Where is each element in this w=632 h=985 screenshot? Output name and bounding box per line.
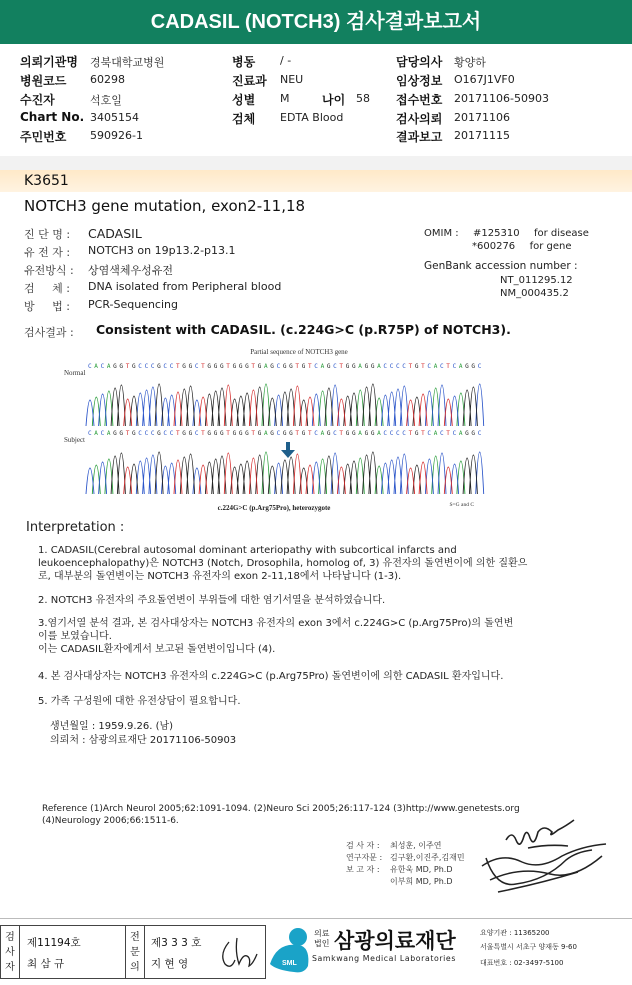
base-call: G [465,430,469,437]
confirm-label-cell [125,926,145,978]
base-call: G [326,430,331,437]
base-call: C [88,363,92,370]
sequence-figure [64,344,494,518]
base-call: G [188,363,193,370]
base-call: G [207,430,212,437]
sml-logo-icon [268,924,310,974]
base-call: G [282,430,287,437]
base-call: G [301,363,306,370]
field-label: 유 전 자 : [24,246,71,259]
base-call: C [440,430,444,437]
base-call: C [100,430,105,437]
base-call: C [314,430,318,437]
base-call: C [150,430,155,437]
base-call: G [113,430,117,437]
base-call: C [144,363,149,370]
confirm-label: 전문의 [130,932,140,973]
base-call: G [113,363,117,370]
base-call: G [245,430,249,437]
base-call: G [289,430,293,437]
base-call: T [339,363,344,370]
birth-date: 생년월일 : 1959.9.26. (남) [50,721,174,732]
header-value: 58 [356,92,370,105]
trace-C [86,384,484,426]
org-english: Samkwang Medical Laboratories [312,954,456,963]
base-call: T [176,430,180,437]
header-label: 나이 [322,93,346,107]
header-label: 접수번호 [396,93,443,107]
signature-name: 김구환,이진주,김재민 [390,853,465,862]
base-call: C [477,430,482,437]
base-call: G [119,363,124,370]
base-call: T [226,430,230,437]
field-label: 검 체 : [24,282,70,295]
header-label: 결과보고 [396,130,443,144]
base-call: A [106,363,111,370]
base-call: T [251,430,256,437]
field-value: PCR-Sequencing [88,298,178,311]
field-value: 상염색체우성유전 [88,264,174,277]
accession-1: NT_011295.12 [500,275,573,286]
interpretation-line: 이를 보였습니다. [38,631,112,642]
base-call: T [125,430,130,437]
interpretation-line: leukoencephalopathy)은 NOTCH3 (Notch, Drosophila, homolog of, 3) 유전자의 돌연변이에 의한 질환으 [38,558,528,569]
figure-note: S=G and C [449,502,474,508]
report-title: CADASIL (NOTCH3) 검사결과보고서 [150,11,482,33]
field-label: 진 단 명 : [24,228,71,241]
org-name: 삼광의료재단 [334,929,456,953]
base-call: T [421,363,425,370]
signature-label: 연구자문 : [346,853,383,862]
header-label: 병원코드 [20,74,67,88]
base-call: C [389,363,394,370]
base-call: G [207,363,212,370]
base-call: G [352,430,356,437]
base-call: A [377,363,381,370]
interpretation-line: 5. 가족 구성원에 대한 유전상담이 필요합니다. [38,696,241,707]
header-label: 성별 [232,93,256,107]
base-call: T [446,430,450,437]
base-call: C [452,363,457,370]
base-call: C [383,363,388,370]
base-call: C [88,430,92,437]
genbank-label: GenBank accession number : [424,260,578,272]
header-label: 임상정보 [396,74,443,88]
base-call: G [157,430,161,437]
inspector-name: 최 삼 규 [27,958,65,970]
base-call: G [414,430,419,437]
sequence-subject [88,430,482,437]
field-value: NOTCH3 on 19p13.2-p13.1 [88,244,236,257]
base-call: C [427,430,432,437]
base-call: C [169,363,174,370]
base-call: G [220,363,224,370]
base-call: A [458,363,463,370]
subject-label: Subject [64,436,85,444]
trace-normal [86,384,484,426]
base-call: G [182,363,186,370]
base-call: A [377,430,381,437]
sequence-normal [88,363,482,370]
header-value: 황양하 [454,56,486,69]
signature-name: 이부희 MD, Ph.D [390,877,453,886]
base-call: C [138,430,142,437]
base-call: C [150,363,155,370]
base-call: A [358,430,362,437]
base-call: C [383,430,388,437]
base-call: G [270,430,274,437]
base-call: G [132,430,136,437]
field-label: 유전방식 : [24,264,74,277]
confirm-name: 지 현 영 [151,958,189,970]
base-call: C [333,430,337,437]
base-call: G [471,430,476,437]
base-call: G [345,430,350,437]
header-value: 20171106 [454,111,510,124]
base-call: T [295,363,300,370]
reference-line-1: Reference (1)Arch Neurol 2005;62:1091-1094. (2)Neuro Sci 2005;26:117-124 (3)http://www.genetests.org [42,804,520,814]
base-call: C [163,363,168,370]
base-call: G [471,363,476,370]
header-label: 검사의뢰 [396,112,443,126]
base-call: G [270,363,274,370]
base-call: G [257,430,262,437]
base-call: G [119,430,124,437]
base-call: A [106,430,111,437]
base-call: C [276,363,281,370]
header-value: 590926-1 [90,129,143,142]
result-label: 검사결과 : [24,326,74,339]
base-call: G [238,363,243,370]
omim-label: OMIM : [424,228,459,239]
base-call: G [352,363,356,370]
base-call: T [408,363,413,370]
org-tag [314,929,329,949]
header-value: M [280,92,290,105]
base-call: C [402,363,406,370]
base-call: G [157,363,161,370]
base-call: C [144,430,149,437]
base-call: C [163,430,168,437]
base-call: T [308,363,312,370]
base-call: C [314,363,318,370]
omim-id-disease: #125310 [473,228,520,239]
header-label: 주민번호 [20,130,67,144]
interpretation-line: 3.염기서열 분석 결과, 본 검사대상자는 NOTCH3 유전자의 exon 3에서 c.224G>C (p.Arg75Pro)의 돌연변 [38,618,514,629]
trace-C [86,452,484,494]
base-call: T [408,430,413,437]
base-call: T [201,430,205,437]
base-call: C [333,363,337,370]
base-call: G [238,430,243,437]
header-value: 20171115 [454,129,510,142]
base-call: G [364,363,369,370]
requester: 의뢰처 : 삼광의료재단 20171106-50903 [50,735,237,746]
signature-label: 검 사 자 : [346,841,380,850]
interpretation-line: 로, 대부분의 돌연변이는 NOTCH3 유전자의 exon 2-11,18에서 나타납니다 (1-3). [38,571,402,582]
base-call: T [295,430,300,437]
header-label: 진료과 [232,74,267,88]
certification-box [0,925,266,979]
base-call: T [125,363,130,370]
interpretation-line: 이는 CADASIL환자에게서 보고된 돌연변이입니다 (4). [38,644,276,655]
base-call: T [251,363,256,370]
base-call: T [339,430,344,437]
base-call: G [345,363,350,370]
base-call: C [194,363,199,370]
interpretation-line: 1. CADASIL(Cerebral autosomal dominant arteriopathy with subcortical infarcts and [38,545,457,556]
base-call: A [320,363,325,370]
reference-line-2: (4)Neurology 2006;66:1511-6. [42,816,179,826]
org-logo [268,924,310,974]
base-call: G [364,430,369,437]
trace-subject [86,452,484,494]
figure-title: Partial sequence of NOTCH3 gene [250,348,348,356]
logo-text: SML [282,960,297,967]
base-call: A [320,430,325,437]
header-value: EDTA Blood [280,111,344,124]
section-divider [0,156,632,170]
base-call: G [188,430,193,437]
base-call: T [308,430,312,437]
header-label: 검체 [232,112,256,126]
base-call: G [370,363,375,370]
interpretation-line: 4. 본 검사대상자는 NOTCH3 유전자의 c.224G>C (p.Arg75Pro) 돌연변이에 의한 CADASIL 환자입니다. [38,671,504,682]
base-call: G [289,363,293,370]
base-call: C [427,363,432,370]
test-code: K3651 [24,173,69,189]
base-call: C [452,430,457,437]
header-value: NEU [280,73,304,86]
base-call: T [176,363,180,370]
base-call: G [245,363,249,370]
base-call: G [414,363,419,370]
base-call: A [433,430,438,437]
interpretation-line: 2. NOTCH3 유전자의 주요돌연변이 부위들에 대한 염기서열을 분석하였습니다. [38,595,386,606]
header-value: 20171106-50903 [454,92,549,105]
base-call: C [389,430,394,437]
signature-name: 최성훈, 이주연 [390,841,442,850]
normal-label: Normal [64,369,86,377]
base-call: A [458,430,463,437]
base-call: A [94,363,98,370]
org-phone: 대표번호 : 02-3497-5100 [480,959,564,967]
base-call: G [232,430,237,437]
base-call: A [264,430,268,437]
header-value: 경북대학교병원 [90,56,165,69]
header-label: Chart No. [20,110,85,124]
field-value: DNA isolated from Peripheral blood [88,280,282,293]
omim-note-disease: for disease [533,228,589,239]
confirm-number: 제3 3 3 호 [151,937,202,949]
base-call: G [213,430,218,437]
inspector-number: 제11194호 [27,937,81,949]
org-address: 서울특별시 서초구 양재동 9-60 [480,943,577,951]
org-code: 요양기관 : 11365200 [480,929,550,937]
base-call: T [421,430,425,437]
base-call: G [282,363,287,370]
inspector-label-cell [1,926,20,978]
base-call: C [440,363,444,370]
header-label: 담당의사 [396,55,443,69]
base-call: G [182,430,186,437]
org-tag-1: 의료 [314,929,330,938]
base-call: T [226,363,230,370]
base-call: G [370,430,375,437]
header-label: 수진자 [20,93,55,107]
base-call: C [100,363,105,370]
header-value: 석호일 [90,94,122,107]
base-call: C [402,430,406,437]
base-call: G [301,430,306,437]
base-call: A [433,363,438,370]
base-call: C [477,363,482,370]
mutation-arrow-icon [281,442,295,458]
header-value: O167J1VF0 [454,73,515,86]
test-name: NOTCH3 gene mutation, exon2-11,18 [24,197,306,215]
base-call: G [257,363,262,370]
base-call: C [138,363,142,370]
omim-note-gene: for gene [529,241,572,252]
base-call: C [396,430,400,437]
footer-divider [0,918,632,919]
header-value: 60298 [90,73,125,86]
base-call: C [276,430,281,437]
org-tag-2: 법인 [314,939,330,948]
base-call: A [358,363,362,370]
inspector-label: 검사자 [5,932,15,973]
base-call: G [132,363,136,370]
accession-2: NM_000435.2 [500,288,569,299]
base-call: A [94,430,98,437]
base-call: T [201,363,205,370]
base-call: A [264,363,268,370]
interpretation-heading: Interpretation : [26,520,125,535]
result-text: Consistent with CADASIL. (c.224G>C (p.R75P) of NOTCH3). [96,322,511,337]
base-call: C [194,430,199,437]
header-label: 의뢰기관명 [20,55,78,69]
signature-name: 유한욱 MD, Ph.D [390,865,453,874]
base-call: G [220,430,224,437]
header-value: 3405154 [90,111,139,124]
base-call: G [232,363,237,370]
base-call: C [169,430,174,437]
field-label: 방 법 : [24,300,70,313]
omim-id-gene: *600276 [472,241,516,252]
figure-caption: c.224G>C (p.Arg75Pro), heterozygote [217,504,331,512]
base-call: G [213,363,218,370]
header-label: 병동 [232,55,256,69]
confirm-signature [217,934,259,970]
test-code-band [0,170,632,192]
base-call: G [326,363,331,370]
chromatogram [64,344,494,514]
signature-label: 보 고 자 : [346,865,380,874]
header-value: / - [280,54,292,67]
field-value: CADASIL [88,226,142,241]
base-call: T [446,363,450,370]
handwritten-signature [468,818,628,902]
base-call: C [396,363,400,370]
base-call: G [465,363,469,370]
